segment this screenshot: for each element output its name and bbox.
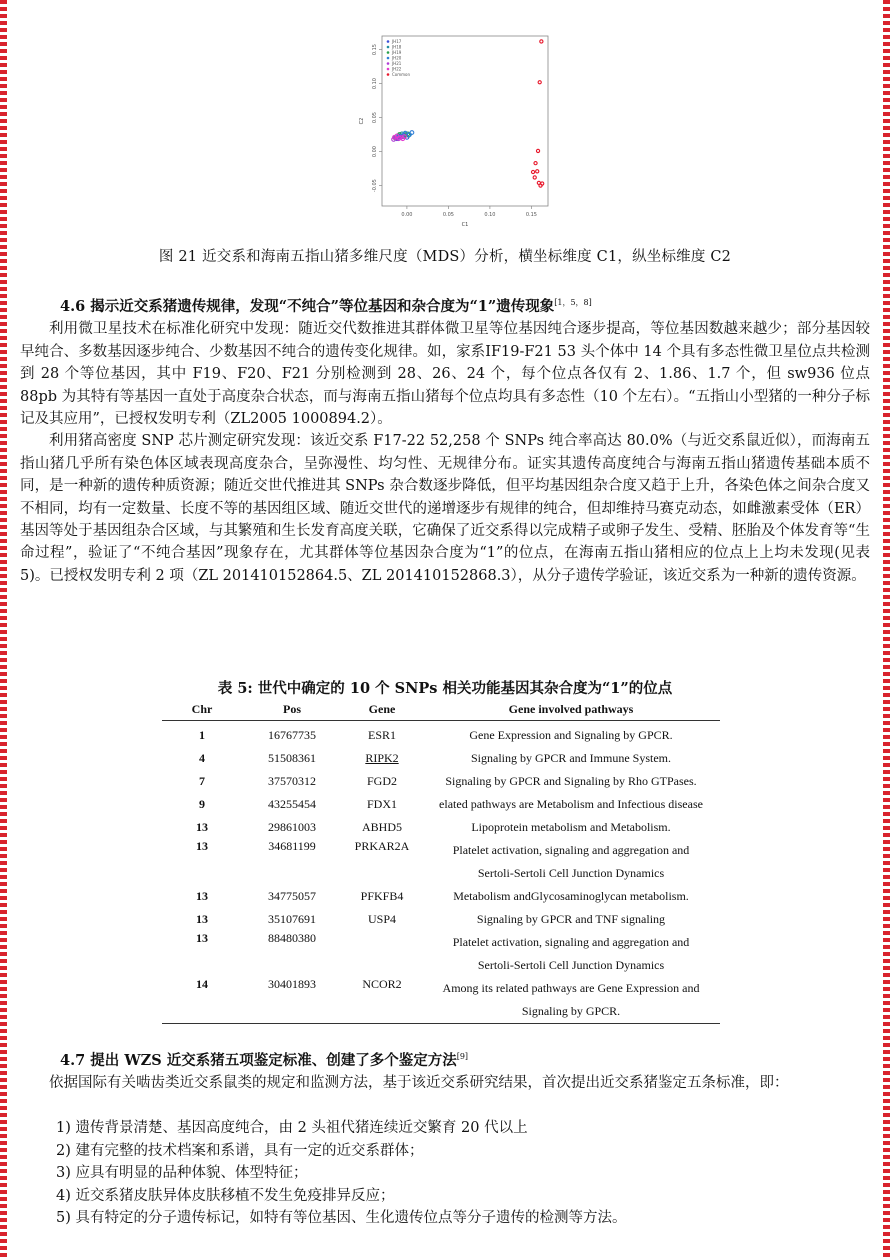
section-4-6-paragraph-1: 利用微卫星技术在标准化研究中发现：随近交代数推进其群体微卫星等位基因纯合逐步提高，等位基因数越来越少；部分基因较早纯合、多数基因逐步纯合、少数基因不纯合的遗传变化规律。如，家系ⅠF19-F21 53 头个体中 14 个具有多态性微卫星位点共检测到 28 个等位基因，其中 F19、F20、F21 分别检测到 28、26、24 个，每个位点各仅有 2、1.86、1.7 个，但 sw936 位点 88pb 为其特有等基因一直处于高度杂合状态，而与海南五指山猪每个位点均具有多态性（10 个左右）。“五指山小型猪的一种分子标记及其应用”，已授权发明专利（ZL2005 1000894.2）。 — [20, 321, 870, 428]
cell-chr: 13 — [196, 839, 208, 853]
section-4-6-paragraph-2: 利用猪高密度 SNP 芯片测定研究发现：该近交系 F17-22 52,258 个 SNPs 纯合率高达 80.0%（与近交系鼠近似），而海南五指山猪几乎所有染色体区域表现高度杂合，呈弥漫性、均匀性、无规律分布。证实其遗传高度纯合与海南五指山猪遗传基础本质不同，是一种新的遗传种质资源；随近交世代推进其 SNPs 杂合数逐步降低，但平均基因组杂合度又趋于上升，各染色体之间杂合度又不相同，均有一定数量、长度不等的基因组区域、随近交世代的递增逐步有规律的纯合，但却维持马赛克动态，如雌激素受体（ER）基因等处于基因组杂合区域，与其繁殖和生长发育高度关联，它确保了近交系得以完成精子或卵子发生、受精、胚胎及个体发育等“生命过程”，验证了“不纯合基因”现象存在，尤其群体等位基因杂合度为“1”的位点，在海南五指山猪相应的位点上上均未发现(见表 5)。已授权发明专利 2 项（ZL 201410152864.5、ZL 201410152868.3），从分子遗传学验证，该近交系为一种新的遗传资源。 — [20, 433, 870, 584]
cell-pathways — [422, 977, 720, 1024]
x-axis-label: C1 — [461, 222, 469, 228]
cell-pos: 88480380 — [268, 931, 316, 945]
cell-gene — [342, 931, 422, 977]
table-row — [162, 770, 720, 793]
legend-marker — [387, 40, 390, 43]
plot-frame — [382, 36, 548, 206]
data-point — [533, 176, 536, 179]
list-item: 4) 近交系猪皮肤异体皮肤移植不发生免疫排异反应； — [56, 1187, 395, 1204]
data-point — [541, 182, 544, 185]
cell-pathways-line-2: Sertoli-Sertoli Cell Junction Dynamics — [477, 958, 665, 972]
legend-marker — [387, 51, 390, 54]
page-border-right — [883, 0, 890, 1259]
page-border-left — [0, 0, 7, 1259]
legend-label: JH20 — [392, 55, 402, 61]
legend-marker — [387, 46, 390, 49]
cell-pathways: Signaling by GPCR and Signaling by Rho GTPases. — [445, 774, 697, 788]
cell-chr: 13 — [196, 912, 208, 926]
table-row — [162, 747, 720, 770]
legend-marker — [387, 62, 390, 65]
cell-pathways-line-2: Signaling by GPCR. — [521, 1004, 621, 1018]
cell-pos: 43255454 — [268, 797, 316, 811]
section-4-6-heading-ref: [1，5，8] — [554, 298, 592, 307]
list-item: 2) 建有完整的技术档案和系谱，具有一定的近交系群体； — [56, 1142, 424, 1159]
mds-scatter-svg — [356, 30, 552, 230]
section-4-7-heading-text: 4.7 提出 WZS 近交系猪五项鉴定标准、创建了多个鉴定方法 — [60, 1052, 457, 1069]
cell-chr: 14 — [162, 977, 242, 1024]
cell-gene: FDX1 — [366, 797, 397, 811]
legend-label: JH17 — [392, 39, 402, 44]
cell-pathways: Signaling by GPCR and TNF signaling — [476, 912, 666, 926]
header-gene: Gene — [342, 698, 422, 721]
cell-pathways: Metabolism andGlycosaminoglycan metabolism. — [453, 889, 689, 903]
cell-chr: 7 — [199, 774, 205, 788]
y-axis-label: C2 — [359, 117, 365, 125]
list-item: 3) 应具有明显的品种体貌、体型特征； — [56, 1165, 308, 1181]
table-row — [162, 908, 720, 931]
section-4-7-heading — [20, 1046, 870, 1072]
cell-pathways: elated pathways are Metabolism and Infectious disease — [439, 797, 703, 811]
legend-marker — [387, 68, 390, 71]
cell-pathways: Gene Expression and Signaling by GPCR. — [469, 728, 673, 742]
cell-pos: 35107691 — [268, 912, 316, 926]
table-row — [162, 977, 720, 1024]
table-5-caption: 表 5: 世代中确定的 10 个 SNPs 相关功能基因其杂合度为“1”的位点 — [217, 680, 673, 697]
cell-pathways: Lipoprotein metabolism and Metabolism. — [471, 820, 671, 834]
cell-chr: 13 — [196, 889, 208, 903]
y-tick-label: 0.00 — [372, 146, 378, 158]
table-row — [162, 721, 720, 748]
legend-marker — [387, 57, 390, 60]
cell-gene: PFKFB4 — [360, 889, 404, 903]
table-row — [162, 839, 720, 885]
table-row — [162, 885, 720, 908]
y-tick-label: 0.15 — [372, 44, 378, 56]
data-point — [540, 40, 543, 43]
table-row — [162, 793, 720, 816]
legend-label: JH21 — [392, 61, 402, 66]
cell-gene: ABHD5 — [361, 820, 402, 834]
cell-gene: RIPK2 — [365, 751, 399, 765]
list-item: 1) 遗传背景清楚、基因高度纯合，由 2 头祖代猪连续近交繁育 20 代以上 — [56, 1120, 528, 1136]
section-4-6 — [20, 292, 870, 587]
cell-pos: 37570312 — [268, 774, 316, 788]
x-tick-label: 0.05 — [442, 212, 454, 218]
cell-pos: 34775057 — [268, 889, 316, 903]
table-header-row — [162, 698, 720, 721]
cell-pathways — [422, 931, 720, 977]
figure-caption: 图 21 近交系和海南五指山猪多维尺度（MDS）分析，横坐标维度 C1，纵坐标维度 C2 — [158, 249, 732, 265]
section-4-7 — [20, 1046, 870, 1095]
criteria-list — [56, 1117, 856, 1230]
cell-pathways-line-1: Platelet activation, signaling and aggregation and — [452, 935, 690, 949]
cell-chr: 9 — [199, 797, 205, 811]
cell-pathways-line-1: Platelet activation, signaling and aggregation and — [452, 843, 690, 857]
data-point — [534, 162, 537, 165]
cell-gene: NCOR2 — [342, 977, 422, 1024]
cell-gene: ESR1 — [367, 728, 396, 742]
header-pos: Pos — [242, 698, 342, 721]
header-chr: Chr — [162, 698, 242, 721]
data-point — [536, 149, 539, 152]
data-point — [538, 81, 541, 84]
cell-chr: 1 — [199, 728, 205, 742]
cell-pos: 16767735 — [268, 728, 316, 742]
section-4-7-intro: 依据国际有关啮齿类近交系鼠类的规定和监测方法，基于该近交系研究结果，首次提出近交系猪鉴定五条标准，即： — [49, 1075, 789, 1092]
y-tick-label: 0.05 — [372, 112, 378, 124]
cell-pos: 29861003 — [268, 820, 316, 834]
cell-pos: 51508361 — [268, 751, 316, 765]
cell-pathways-line-1: Among its related pathways are Gene Expression and — [442, 981, 700, 995]
data-point — [536, 170, 539, 173]
cell-pathways — [422, 839, 720, 885]
y-tick-label: -0.05 — [372, 179, 378, 193]
y-tick-label: 0.10 — [372, 78, 378, 90]
section-4-6-heading — [20, 292, 870, 318]
cell-pos: 34681199 — [268, 839, 316, 853]
cell-chr: 4 — [199, 751, 205, 765]
x-tick-label: 0.15 — [525, 212, 537, 218]
x-tick-label: 0.10 — [484, 212, 496, 218]
cell-pathways: Signaling by GPCR and Immune System. — [470, 751, 671, 765]
header-pathways: Gene involved pathways — [422, 698, 720, 721]
legend-marker — [387, 73, 390, 76]
data-point — [531, 170, 534, 173]
table-5 — [162, 698, 720, 1024]
table-row — [162, 816, 720, 839]
cell-gene: USP4 — [367, 912, 396, 926]
legend-label: JH19 — [392, 50, 402, 55]
section-4-7-heading-ref: [9] — [456, 1052, 469, 1061]
legend-label: JH18 — [392, 44, 402, 50]
cell-chr: 13 — [196, 820, 208, 834]
table-row — [162, 931, 720, 977]
cell-pos: 30401893 — [242, 977, 342, 1024]
section-4-6-heading-text: 4.6 揭示近交系猪遗传规律，发现“不纯合”等位基因和杂合度为“1”遗传现象 — [60, 298, 555, 315]
legend-label: JH22 — [392, 66, 402, 72]
cell-gene: FGD2 — [366, 774, 397, 788]
legend-label: Common — [392, 72, 411, 77]
list-item: 5) 具有特定的分子遗传标记，如特有等位基因、生化遗传位点等分子遗传的检测等方法。 — [56, 1210, 627, 1226]
cell-gene: PRKAR2A — [354, 839, 410, 853]
mds-scatter-plot — [356, 30, 552, 230]
cell-chr: 13 — [196, 931, 208, 945]
x-tick-label: 0.00 — [401, 212, 413, 218]
cell-pathways-line-2: Sertoli-Sertoli Cell Junction Dynamics — [477, 866, 665, 880]
